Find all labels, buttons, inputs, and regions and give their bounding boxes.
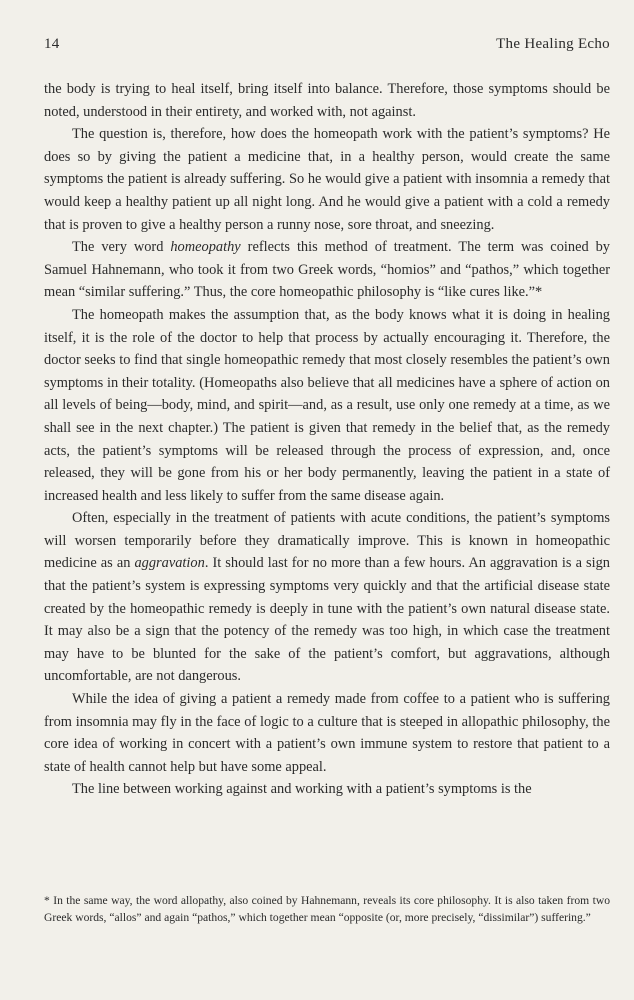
paragraph (44, 688, 610, 778)
paragraph (44, 778, 610, 801)
paragraph (44, 304, 610, 507)
text-run: The very word (72, 239, 171, 256)
text-run: the body is trying to heal itself, bring itself into balance. Therefore, those symptoms should be noted, understood in their entirety, and worked with, not against. (44, 81, 610, 120)
body-text (44, 78, 610, 801)
paragraph (44, 123, 610, 236)
paragraph (44, 507, 610, 688)
paragraph (44, 78, 610, 123)
text-run: The line between working against and working with a patient’s symptoms is the (72, 781, 532, 798)
text-run: reflects this method of treatment. The term was coined by Samuel Hahnemann, who took it from two Greek words, “homios” and “pathos,” which together mean “similar suffering.” Thus, the core homeopathic philosophy is “like cures like.”* (44, 239, 611, 301)
page-number: 14 (44, 36, 60, 52)
paragraph (44, 236, 610, 304)
text-run: While the idea of giving a patient a remedy made from coffee to a patient who is suffering from insomnia may fly in the face of logic to a culture that is steeped in allopathic philosophy, the core idea of working in concert with a patient’s own immune system to restore that patient to a state of health cannot help but have some appeal. (44, 691, 610, 775)
text-run: . It should last for no more than a few hours. An aggravation is a sign that the patient’s system is expressing symptoms very quickly and that the artificial disease state created by the homeopathic remedy is deeply in tune with the patient’s own natural disease state. It may also be a sign that the potency of the remedy was too high, in which case the treatment may have to be blunted for the sake of the patient’s comfort, but aggravations, although uncomfortable, are not dangerous. (44, 555, 610, 685)
italic-term: homeopathy (170, 239, 241, 256)
text-run: Often, especially in the treatment of patients with acute conditions, the patient’s symptoms will worsen temporarily before they dramatically improve. This is known in homeopathic medicine as an (44, 510, 610, 572)
text-run: The homeopath makes the assumption that, as the body knows what it is doing in healing itself, it is the role of the doctor to help that process by actually encouraging it. Therefore, the doctor seeks to find that single homeopathic remedy that most closely resembles the patient’s own symptoms in their totality. (Homeopaths also believe that all medicines have a sphere of action on all levels of being—body, mind, and spirit—and, as a result, use only one remedy at a time, as we shall see in the next chapter.) The patient is given that remedy in the belief that, as the remedy acts, the patient’s symptoms will be released through the process of expression, and, once released, they will be gone from his or her body permanently, leaving the patient in a state of increased health and less likely to suffer from the same disease again. (44, 306, 610, 504)
italic-term: aggravation (134, 555, 205, 572)
running-title: The Healing Echo (496, 36, 610, 52)
footnote: * In the same way, the word allopathy, also coined by Hahnemann, reveals its core philosophy. It is also taken from two Greek words, “allos” and again “pathos,” which together mean “opposite (or, more precisely, “dissimilar”) suffering.” (44, 894, 610, 924)
page-header (44, 36, 610, 58)
text-run: The question is, therefore, how does the homeopath work with the patient’s symptoms? He does so by giving the patient a medicine that, in a healthy person, would create the same symptoms the patient is already suffering. So he would give a patient with insomnia a remedy that would keep a healthy patient up all night long. And he would give a patient with a cold a remedy that is proven to give a healthy person a runny nose, sore throat, and sneezing. (44, 126, 610, 233)
